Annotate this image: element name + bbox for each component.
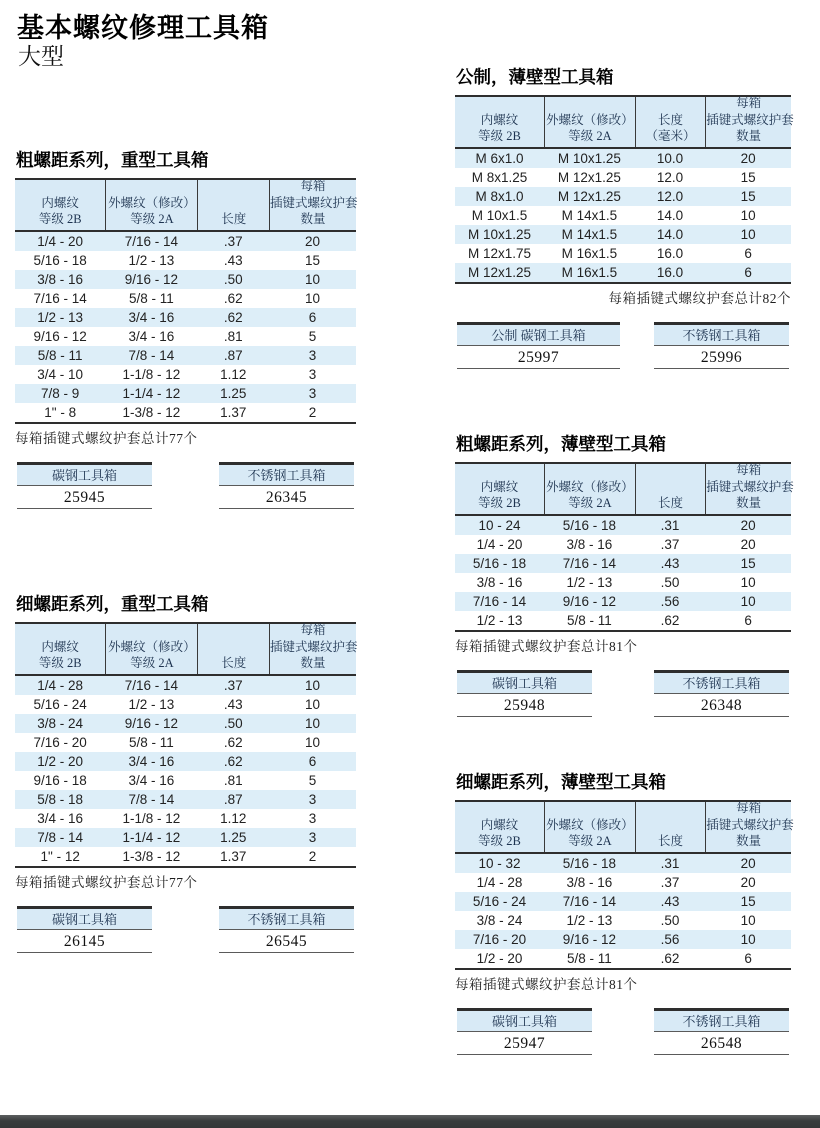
table-header-row — [455, 96, 794, 149]
table-cell: 20 — [304, 234, 321, 249]
table-cell: 10 - 32 — [478, 856, 521, 871]
table-total-note: 每箱插键式螺纹护套总计81个 — [455, 639, 638, 654]
table-row — [455, 187, 791, 206]
table-cell: .37 — [223, 234, 243, 249]
part-number-box — [457, 322, 620, 369]
table-row — [15, 270, 356, 289]
table-row — [15, 251, 356, 270]
table-cell: M 12x1.25 — [557, 189, 621, 204]
table-cell: 9/16 - 12 — [562, 932, 617, 947]
table-cell: 3/4 - 16 — [128, 329, 175, 344]
table-row — [455, 206, 791, 225]
table-row — [455, 873, 791, 892]
table-cell: .56 — [660, 932, 680, 947]
table-cell: 5/16 - 18 — [562, 856, 617, 871]
box-label: 碳钢工具箱 — [17, 909, 152, 930]
table-cell: 6 — [744, 265, 752, 280]
table-cell: 1.37 — [220, 849, 247, 864]
table-cell: 3/8 - 24 — [37, 716, 84, 731]
column-header: 外螺纹（修改） 等级 2A — [105, 180, 197, 230]
table-row — [455, 892, 791, 911]
table-cell: 2 — [308, 849, 317, 864]
table-row — [15, 365, 356, 384]
table-cell: .43 — [223, 253, 243, 268]
table-cell: 16.0 — [656, 246, 684, 261]
table-cell: 1-1/4 - 12 — [122, 830, 181, 845]
table-cell: M 12x1.75 — [467, 246, 532, 261]
page-title: 基本螺纹修理工具箱 — [17, 13, 269, 43]
part-number: 26348 — [654, 694, 789, 717]
table-cell: 1/4 - 28 — [476, 875, 523, 890]
table-cell: 15 — [740, 556, 756, 571]
table-row — [15, 847, 356, 866]
table-cell: 10 — [740, 208, 756, 223]
column-header: 外螺纹（修改） 等级 2A — [105, 624, 197, 674]
table-cell: 6 — [744, 951, 752, 966]
box-label: 不锈钢工具箱 — [654, 673, 789, 694]
table-cell: 16.0 — [656, 265, 684, 280]
box-label: 公制 碳钢工具箱 — [457, 325, 620, 346]
table-cell: 7/8 - 14 — [128, 348, 175, 363]
table-cell: M 14x1.5 — [561, 227, 618, 242]
table-cell: M 8x1.25 — [471, 170, 528, 185]
table-row — [455, 244, 791, 263]
table-cell: .43 — [660, 894, 680, 909]
column-header: 每箱 插键式螺纹护套 数量 — [705, 802, 791, 852]
column-header: 外螺纹（修改） 等级 2A — [544, 97, 635, 147]
table-cell: 5/8 - 11 — [129, 735, 174, 750]
section-coarse-heavy — [15, 147, 356, 509]
table-cell: 15 — [740, 894, 756, 909]
table-total-note: 每箱插键式螺纹护套总计82个 — [608, 291, 791, 306]
table-cell: 6 — [308, 310, 317, 325]
table-cell: 12.0 — [656, 189, 684, 204]
table-cell: 20 — [740, 518, 756, 533]
table-cell: 3/4 - 16 — [128, 754, 175, 769]
table-cell: 3/8 - 16 — [37, 272, 84, 287]
table-cell: 7/16 - 14 — [33, 291, 87, 306]
table-cell: 5/16 - 18 — [562, 518, 617, 533]
table-cell: .62 — [223, 291, 243, 306]
column-header: 长度 — [635, 802, 706, 852]
box-label: 碳钢工具箱 — [457, 673, 592, 694]
table-cell: 15 — [740, 170, 756, 185]
table-cell: 1/2 - 13 — [566, 913, 613, 928]
table-cell: 7/16 - 14 — [124, 678, 179, 693]
table-cell: 3/4 - 10 — [37, 367, 84, 382]
table-cell: 5/8 - 11 — [37, 348, 83, 363]
table-total-note: 每箱插键式螺纹护套总计77个 — [15, 875, 198, 890]
column-header: 长度 — [197, 624, 269, 674]
table-cell: M 12x1.25 — [557, 170, 621, 185]
section-title: 公制，薄壁型工具箱 — [456, 67, 614, 87]
part-number-boxes — [455, 670, 791, 717]
table-cell: .81 — [223, 773, 243, 788]
part-number-box — [457, 670, 592, 717]
column-header: 内螺纹 等级 2B — [478, 479, 521, 510]
table-cell: 7/16 - 14 — [472, 594, 527, 609]
table-cell: 1/2 - 13 — [37, 310, 84, 325]
part-number-boxes — [15, 462, 356, 509]
table-cell: .56 — [660, 594, 680, 609]
table-cell: 10 — [740, 932, 756, 947]
table-header-row — [15, 180, 356, 232]
table-cell: .50 — [660, 913, 680, 928]
table-cell: .37 — [660, 537, 680, 552]
table-row — [15, 752, 356, 771]
box-label: 碳钢工具箱 — [17, 465, 152, 486]
table-cell: 1" - 8 — [44, 405, 77, 420]
table-cell: 5/16 - 24 — [33, 697, 87, 712]
table-header-row — [455, 463, 794, 516]
table-cell: 12.0 — [656, 170, 684, 185]
table-row — [455, 573, 791, 592]
table-cell: .31 — [660, 856, 680, 871]
spec-table — [455, 800, 794, 970]
table-cell: 20 — [740, 537, 756, 552]
table-cell: 9/16 - 18 — [33, 773, 87, 788]
table-cell: 1/2 - 13 — [566, 575, 613, 590]
part-number: 25948 — [457, 694, 592, 717]
table-cell: 9/16 - 12 — [124, 716, 179, 731]
table-cell: 7/16 - 20 — [472, 932, 527, 947]
part-number-boxes — [455, 322, 791, 369]
table-row — [15, 289, 356, 308]
table-cell: 10 - 24 — [478, 518, 521, 533]
section-title: 细螺距系列，重型工具箱 — [16, 594, 209, 614]
part-number: 26145 — [17, 930, 152, 953]
table-row — [455, 949, 791, 968]
table-cell: 6 — [744, 246, 752, 261]
page-subtitle: 大型 — [18, 43, 64, 69]
table-cell: 7/16 - 14 — [562, 556, 617, 571]
column-header: 外螺纹（修改） 等级 2A — [544, 464, 635, 514]
table-cell: 10 — [304, 678, 321, 693]
column-header: 长度 — [635, 464, 706, 514]
table-cell: 1/4 - 28 — [37, 678, 84, 693]
table-cell: 1-3/8 - 12 — [122, 849, 181, 864]
table-cell: 5/16 - 18 — [33, 253, 87, 268]
table-header-row — [455, 801, 794, 854]
part-number-box — [457, 1008, 592, 1055]
box-label: 碳钢工具箱 — [457, 1011, 592, 1032]
table-cell: 1/2 - 20 — [37, 754, 84, 769]
part-number-box — [219, 462, 354, 509]
table-row — [15, 346, 356, 365]
table-cell: .87 — [223, 348, 243, 363]
table-row — [455, 535, 791, 554]
table-cell: 7/8 - 14 — [37, 830, 84, 845]
table-cell: 7/8 - 14 — [128, 792, 175, 807]
left-column — [15, 0, 356, 953]
table-cell: 5/8 - 11 — [129, 291, 174, 306]
table-cell: 7/8 - 9 — [41, 386, 80, 401]
table-row — [15, 327, 356, 346]
table-cell: .62 — [223, 310, 243, 325]
table-cell: 7/16 - 14 — [124, 234, 179, 249]
table-row — [455, 168, 791, 187]
table-cell: M 6x1.0 — [475, 151, 524, 166]
part-number: 25996 — [654, 346, 789, 369]
table-cell: 3/8 - 16 — [566, 537, 613, 552]
table-cell: 3 — [308, 830, 317, 845]
part-number-box — [654, 1008, 789, 1055]
part-number: 25947 — [457, 1032, 592, 1055]
section-title: 粗螺距系列，重型工具箱 — [16, 150, 209, 170]
column-header: 内螺纹 等级 2B — [478, 112, 521, 143]
right-column — [455, 0, 794, 1055]
part-number-box — [17, 906, 152, 953]
table-cell: M 8x1.0 — [475, 189, 524, 204]
table-total-note: 每箱插键式螺纹护套总计81个 — [455, 977, 638, 992]
column-header: 长度 — [197, 180, 269, 230]
table-cell: 10 — [304, 697, 321, 712]
table-cell: 14.0 — [656, 208, 684, 223]
table-cell: 1-1/4 - 12 — [122, 386, 181, 401]
table-cell: .43 — [660, 556, 680, 571]
table-cell: .62 — [660, 951, 680, 966]
section-metric-thin — [455, 64, 794, 369]
spec-table — [15, 178, 356, 424]
section-title: 细螺距系列，薄壁型工具箱 — [456, 772, 666, 792]
table-cell: 7/16 - 14 — [562, 894, 617, 909]
table-row — [15, 676, 356, 695]
table-row — [455, 554, 791, 573]
table-cell: 3/4 - 16 — [128, 310, 175, 325]
part-number-box — [654, 670, 789, 717]
table-row — [15, 308, 356, 327]
table-cell: 20 — [740, 856, 756, 871]
table-cell: 15 — [304, 253, 321, 268]
column-header: 外螺纹（修改） 等级 2A — [544, 802, 635, 852]
table-cell: 5/8 - 11 — [567, 951, 612, 966]
table-cell: 1.25 — [220, 830, 247, 845]
column-header: 每箱 插键式螺纹护套 数量 — [269, 624, 356, 674]
table-cell: .37 — [223, 678, 243, 693]
table-cell: .62 — [660, 613, 680, 628]
table-cell: 1/2 - 13 — [128, 697, 175, 712]
table-row — [15, 771, 356, 790]
column-header: 每箱 插键式螺纹护套 数量 — [705, 97, 791, 147]
table-cell: 3 — [308, 367, 317, 382]
table-cell: 1" - 12 — [40, 849, 80, 864]
table-cell: 10 — [740, 594, 756, 609]
table-cell: M 12x1.25 — [467, 265, 532, 280]
table-row — [455, 911, 791, 930]
table-cell: 3 — [308, 792, 317, 807]
table-row — [455, 263, 791, 282]
table-cell: 5/8 - 18 — [37, 792, 84, 807]
table-cell: .37 — [660, 875, 680, 890]
table-cell: 3 — [308, 348, 317, 363]
table-cell: 10.0 — [656, 151, 684, 166]
table-cell: 9/16 - 12 — [33, 329, 87, 344]
box-label: 不锈钢工具箱 — [654, 325, 789, 346]
section-fine-thin — [455, 769, 794, 1055]
part-number-boxes — [455, 1008, 791, 1055]
part-number: 25945 — [17, 486, 152, 509]
table-row — [15, 733, 356, 752]
table-cell: 10 — [304, 716, 321, 731]
table-cell: 10 — [740, 575, 756, 590]
spec-table — [455, 95, 794, 284]
table-cell: M 14x1.5 — [561, 208, 618, 223]
table-cell: 3 — [308, 386, 317, 401]
table-cell: 1-1/8 - 12 — [122, 367, 181, 382]
table-cell: 10 — [740, 913, 756, 928]
table-cell: 2 — [308, 405, 317, 420]
table-cell: 3/4 - 16 — [128, 773, 175, 788]
table-cell: 10 — [304, 735, 321, 750]
table-row — [15, 828, 356, 847]
table-row — [15, 232, 356, 251]
table-cell: M 10x1.25 — [557, 151, 621, 166]
table-cell: 6 — [308, 754, 317, 769]
table-total-note: 每箱插键式螺纹护套总计77个 — [15, 431, 198, 446]
part-number-boxes — [15, 906, 356, 953]
box-label: 不锈钢工具箱 — [219, 909, 354, 930]
part-number-box — [654, 322, 789, 369]
column-header: 长度 （毫米） — [635, 97, 706, 147]
spec-table — [455, 462, 794, 632]
table-cell: 5/16 - 18 — [472, 556, 527, 571]
table-row — [455, 854, 791, 873]
table-cell: M 16x1.5 — [561, 265, 618, 280]
table-cell: 1-1/8 - 12 — [122, 811, 181, 826]
table-cell: .50 — [223, 716, 243, 731]
table-cell: .50 — [660, 575, 680, 590]
table-row — [455, 225, 791, 244]
table-cell: M 10x1.5 — [471, 208, 528, 223]
table-cell: .62 — [223, 735, 243, 750]
table-cell: 1/4 - 20 — [37, 234, 84, 249]
table-row — [15, 714, 356, 733]
table-cell: .81 — [223, 329, 243, 344]
column-header: 每箱 插键式螺纹护套 数量 — [269, 180, 356, 230]
table-cell: 15 — [740, 189, 756, 204]
column-header: 内螺纹 等级 2B — [38, 195, 82, 226]
table-cell: .87 — [223, 792, 243, 807]
part-number-box — [17, 462, 152, 509]
table-cell: 7/16 - 20 — [33, 735, 87, 750]
section-coarse-thin — [455, 431, 794, 717]
table-cell: 20 — [740, 875, 756, 890]
table-cell: M 16x1.5 — [561, 246, 618, 261]
table-cell: 3/4 - 16 — [37, 811, 84, 826]
table-cell: 3 — [308, 811, 317, 826]
table-cell: .31 — [660, 518, 680, 533]
section-fine-heavy — [15, 591, 356, 953]
table-cell: .50 — [223, 272, 243, 287]
column-header: 每箱 插键式螺纹护套 数量 — [705, 464, 791, 514]
table-cell: 5/16 - 24 — [472, 894, 527, 909]
table-cell: 9/16 - 12 — [562, 594, 617, 609]
table-row — [455, 930, 791, 949]
table-row — [15, 790, 356, 809]
table-cell: 5/8 - 11 — [567, 613, 612, 628]
table-cell: 10 — [740, 227, 756, 242]
table-cell: 1-3/8 - 12 — [122, 405, 181, 420]
table-row — [455, 149, 791, 168]
table-cell: 10 — [304, 291, 321, 306]
part-number: 26548 — [654, 1032, 789, 1055]
part-number: 25997 — [457, 346, 620, 369]
table-row — [455, 516, 791, 535]
spec-table — [15, 622, 356, 868]
table-cell: 5 — [308, 773, 317, 788]
table-cell: 1.25 — [220, 386, 247, 401]
table-row — [455, 611, 791, 630]
box-label: 不锈钢工具箱 — [654, 1011, 789, 1032]
part-number-box — [219, 906, 354, 953]
table-row — [15, 809, 356, 828]
table-cell: 3/8 - 24 — [476, 913, 523, 928]
table-cell: 10 — [304, 272, 321, 287]
table-cell: 1/4 - 20 — [476, 537, 523, 552]
table-cell: .62 — [223, 754, 243, 769]
table-header-row — [15, 624, 356, 676]
part-number: 26345 — [219, 486, 354, 509]
table-cell: 1/2 - 13 — [128, 253, 175, 268]
table-cell: 3/8 - 16 — [566, 875, 613, 890]
table-cell: 9/16 - 12 — [124, 272, 179, 287]
table-cell: 1.12 — [220, 367, 247, 382]
table-row — [455, 592, 791, 611]
table-cell: 6 — [744, 613, 752, 628]
table-cell: M 10x1.25 — [467, 227, 532, 242]
table-cell: 20 — [740, 151, 756, 166]
column-header: 内螺纹 等级 2B — [38, 639, 82, 670]
page-bottom-bar — [0, 1115, 820, 1128]
table-row — [15, 695, 356, 714]
table-row — [15, 384, 356, 403]
table-cell: 5 — [308, 329, 317, 344]
table-row — [15, 403, 356, 422]
table-cell: 1.37 — [220, 405, 247, 420]
box-label: 不锈钢工具箱 — [219, 465, 354, 486]
table-cell: 3/8 - 16 — [476, 575, 523, 590]
section-title: 粗螺距系列，薄壁型工具箱 — [456, 434, 666, 454]
table-cell: 1/2 - 13 — [476, 613, 523, 628]
table-cell: 14.0 — [656, 227, 684, 242]
table-cell: 1/2 - 20 — [476, 951, 523, 966]
part-number: 26545 — [219, 930, 354, 953]
column-header: 内螺纹 等级 2B — [478, 817, 521, 848]
table-cell: .43 — [223, 697, 243, 712]
table-cell: 1.12 — [220, 811, 247, 826]
